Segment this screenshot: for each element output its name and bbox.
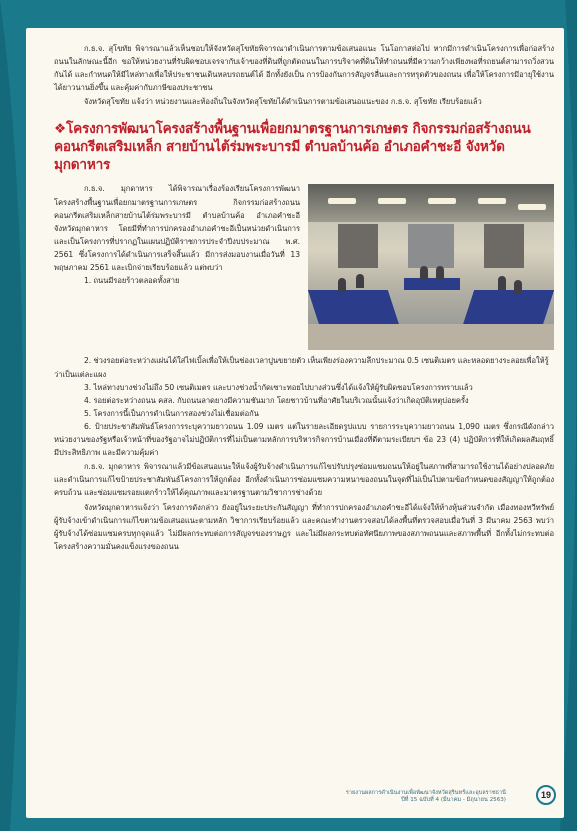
list-item: 1. ถนนมีรอยร้าวตลอดทั้งสาย: [84, 276, 180, 286]
list-item: 4. รอยต่อระหว่างถนน คสล. กับถนนลาดยางมีความชันมาก โดยชาวบ้านที่อาศัยในบริเวณนั้นแจ้งว่าเกิดอุบัติเหตุบ่อยครั้ง: [84, 395, 469, 405]
lead-paragraph: ก.ธ.จ. มุกดาหาร ได้พิจารณาเรื่องร้องเรียนโครงการพัฒนาโครงสร้างพื้นฐานเพื่อยกมาตรฐานการเกษตร กิจกรรมก่อสร้างถนนคอนกรีตเสริมเหล็กสายบ้านไต้ร่มพระบารมี ตำบลบ้านค้อ อำเภอคำชะอี จังหวัดมุกดาหาร โดยมีที่ทำการปกครองอำเภอคำชะอีเป็นหน่วยดำเนินการและเป็นโครงการที่ปรากฏในแผนปฏิบัติราชการประจำปีงบประมาณ พ.ศ. 2561 ซึ่งโครงการได้ดำเนินการเสร็จสิ้นแล้ว มีการส่งมอบงานเมื่อวันที่ 13 พฤษภาคม 2561 และเบิกจ่ายเรียบร้อยแล้ว แต่พบว่า: [54, 184, 300, 273]
intro-paragraph-1: ก.ธ.จ. สุโขทัย พิจารณาแล้วเห็นชอบให้จังหวัดสุโขทัยพิจารณาดำเนินการตามข้อเสนอแนะ โนโอกาสต่อไป หากมีการดำเนินโครงการเพื่อก่อสร้างถนนในลักษณะนี้อีก ขอให้หน่วยงานที่รับผิดชอบเจรจากับเจ้าของที่ดินที่ถูกตัดถนนในการบริจาคที่ดินให้ทำถนนที่มีความกว้างเพียงพอที่รถยนต์สามารถวิ่งสวนกันได้ และกำหนดให้มีไหล่ทางเพื่อให้ประชาชนเดินหลบรถยนต์ได้ อีกทั้งยังเป็น การป้องกันการสัญจรลื่นและการทรุดตัวของถนน เพื่อให้โครงการมีอายุใช้งานได้ยาวนานยิ่งขึ้น และคุ้มค่ากับภาษีของประชาชน: [54, 44, 554, 93]
article-body: [54, 42, 554, 553]
bullet-star-icon: ❖: [54, 121, 66, 138]
section-heading-text: โครงการพัฒนาโครงสร้างพื้นฐานเพื่อยกมาตรฐานการเกษตร กิจกรรมก่อสร้างถนนคอนกรีตเสริมเหล็ก สายบ้านไต้ร่มพระบารมี ตำบลบ้านค้อ อำเภอคำชะอี จังหวัดมุกดาหาร: [54, 121, 531, 174]
lead-with-photo: [54, 182, 554, 274]
section-heading: [54, 120, 554, 174]
recommendation-paragraph: ก.ธ.จ. มุกดาหาร พิจารณาแล้วมีข้อเสนอแนะให้แจ้งผู้รับจ้างดำเนินการแก้ไขปรับปรุงซ่อมแซมถนนให้อยู่ในสภาพที่สามารถใช้งานได้อย่างปลอดภัยและดำเนินการแก้ไขป้ายประชาสัมพันธ์โครงการให้ถูกต้อง อีกทั้งดำเนินการซ่อมแซมความหนาของถนนในจุดที่ไม่เป็นไปตามข้อกำหนดของสัญญาให้ถูกต้องครบถ้วน และซ่อมแซมรอยแตกร้าวให้ได้คุณภาพและมาตรฐานตามวิชาการช่างด้วย: [54, 462, 554, 498]
list-item: 6. ป้ายประชาสัมพันธ์โครงการระบุความยาวถนน 1.09 เมตร แต่ในรายละเอียดรูปแบบ รายการระบุความยาวถนน 1,090 เมตร ซึ่งกรณีดังกล่าวหน่วยงานของรัฐหรือเจ้าหน้าที่ของรัฐอาจไม่ปฏิบัติการที่ไม่เป็นตามหลักการบริหารกิจการบ้านเมืองที่ดีตามระเบียบฯ ข้อ 23 (4) ปฏิบัติการที่ให้เกิดผลสัมฤทธิ์ มีประสิทธิภาพ และมีความคุ้มค่า: [54, 421, 554, 458]
page-number: 19: [536, 785, 556, 805]
intro-paragraph-2: จังหวัดสุโขทัย แจ้งว่า หน่วยงานและท้องถิ่นในจังหวัดสุโขทัยได้ดำเนินการตามข้อเสนอแนะของ ก.ธ.จ. สุโขทัย เรียบร้อยแล้ว: [84, 97, 482, 107]
list-item: 2. ช่วงรอยต่อระหว่างแผ่นได้ใส่ไฟเบิ้ลเพื่อให้เป็นช่องเวลาปูนขยายตัว เห็นเพียงร่องความลึกประมาณ 0.5 เซนติเมตร และหลอดยางระลอยเพื่อให้รู้ว่าเป็นแต่ละแผง: [54, 356, 549, 379]
list-item: 5. โครงการนี้เป็นการดำเนินการสองช่วงไม่เชื่อมต่อกัน: [84, 408, 259, 418]
footer-line-1: รายงานผลการดำเนินงานเพื่อพัฒนาจังหวัดสุรินทร์และอุบลราชธานี: [345, 790, 506, 796]
document-page: [26, 28, 564, 818]
page-footer: [326, 790, 506, 804]
list-item: 3. ไหล่ทางบางช่วงไม่ถึง 50 เซนติเมตร และบางช่วงน้ำกัดเซาะทอยไปบางส่วนซึ่งได้แจ้งให้ผู้รับผิดชอบโครงการทราบแล้ว: [84, 382, 473, 392]
meeting-room-photo: [308, 184, 554, 350]
footer-line-2: ปีที่ 15 ฉบับที่ 4 (มีนาคม - มิถุนายน 2563): [401, 797, 506, 803]
result-paragraph: จังหวัดมุกดาหารแจ้งว่า โครงการดังกล่าว ยังอยู่ในระยะประกันสัญญา ที่ทำการปกครองอำเภอคำชะอีได้แจ้งให้ห้างหุ้นส่วนจำกัด เมืองทองทวีทรัพย์ ผู้รับจ้างเข้าดำเนินการแก้ไขตามข้อเสนอแนะตามหลัก วิชาการเรียบร้อยแล้ว และคณะทำงานตรวจสอบได้ลงพื้นที่ตรวจสอบเมื่อวันที่ 3 มีนาคม 2563 พบว่า ผู้รับจ้างได้ซ่อมแซมครบทุกจุดแล้ว ไม่มีผลกระทบต่อการสัญจรของราษฎร และไม่มีผลกระทบต่อทัศนียภาพของสภาพถนนและสภาพพื้นที่ อีกทั้งไม่กระทบต่อโครงสร้างความมั่นคงแข็งแรงของถนน: [54, 502, 554, 551]
